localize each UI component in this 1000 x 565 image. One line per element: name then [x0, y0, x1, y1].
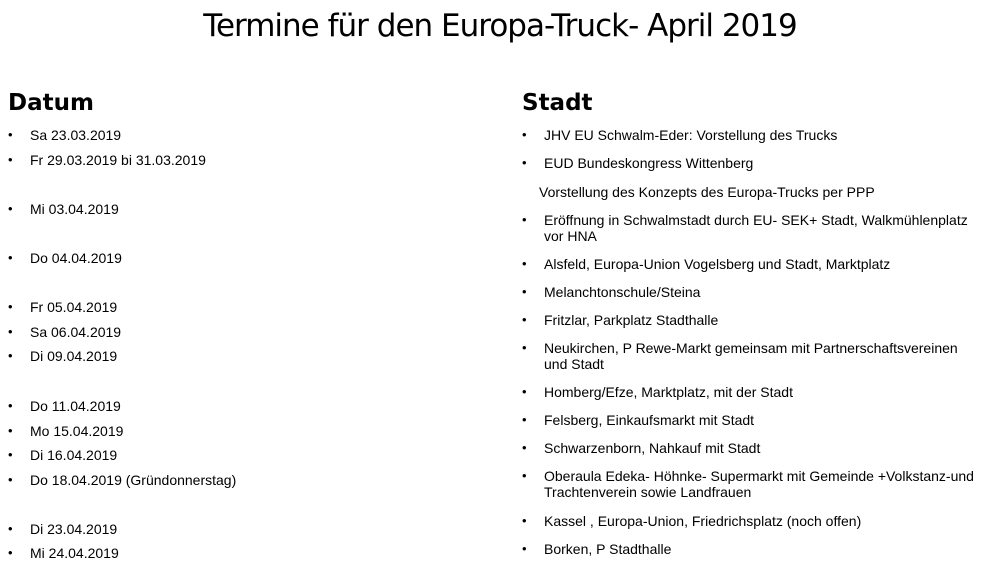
bullet-icon: •: [8, 348, 13, 363]
place-text: Eröffnung in Schwalmstadt durch EU- SEK+ Stadt, Walkmühlenplatz vor HNA: [544, 212, 968, 244]
place-text: Alsfeld, Europa-Union Vogelsberg und Stadt, Marktplatz: [544, 256, 891, 272]
date-text: Sa 23.03.2019: [30, 127, 122, 143]
place-text: Borken, P Stadthalle: [544, 541, 672, 557]
date-text: Do 11.04.2019: [30, 398, 121, 414]
place-text: Felsberg, Einkaufsmarkt mit Stadt: [544, 412, 755, 428]
date-text: Do 18.04.2019 (Gründonnerstag): [30, 472, 237, 488]
bullet-icon: •: [522, 384, 527, 399]
bullet-icon: •: [522, 127, 527, 142]
bullet-icon: •: [8, 423, 13, 438]
bullet-icon: •: [522, 468, 527, 483]
bullet-icon: •: [522, 212, 527, 227]
date-text: Di 23.04.2019: [30, 521, 118, 537]
date-text: Di 09.04.2019: [30, 348, 118, 364]
column-heading-stadt: Stadt: [522, 90, 593, 116]
bullet-icon: •: [522, 412, 527, 427]
bullet-icon: •: [522, 513, 527, 528]
bullet-icon: •: [522, 155, 527, 170]
bullet-icon: •: [522, 256, 527, 271]
date-text: Sa 06.04.2019: [30, 324, 122, 340]
date-text: Fr 29.03.2019 bi 31.03.2019: [30, 152, 206, 168]
bullet-icon: •: [8, 398, 13, 413]
bullet-icon: •: [8, 472, 13, 487]
bullet-icon: •: [522, 340, 527, 355]
bullet-icon: •: [8, 299, 13, 314]
bullet-icon: •: [522, 312, 527, 327]
place-text: Melanchtonschule/Steina: [544, 284, 701, 300]
bullet-icon: •: [522, 541, 527, 556]
bullet-icon: •: [8, 324, 13, 339]
place-text: JHV EU Schwalm-Eder: Vorstellung des Trucks: [544, 127, 838, 143]
bullet-icon: •: [522, 440, 527, 455]
bullet-icon: •: [8, 201, 13, 216]
date-text: Mi 24.04.2019: [30, 545, 119, 561]
page-title: Termine für den Europa-Truck- April 2019: [203, 8, 797, 44]
bullet-icon: •: [8, 545, 13, 560]
date-text: Do 04.04.2019: [30, 250, 122, 266]
bullet-icon: •: [8, 250, 13, 265]
place-text: EUD Bundeskongress Wittenberg: [544, 155, 754, 171]
note-text: Vorstellung des Konzepts des Europa-Trucks per PPP: [539, 184, 875, 200]
date-text: Fr 05.04.2019: [30, 299, 118, 315]
bullet-icon: •: [8, 521, 13, 536]
date-text: Mo 15.04.2019: [30, 423, 124, 439]
place-text: Fritzlar, Parkplatz Stadthalle: [544, 312, 719, 328]
place-text: Homberg/Efze, Marktplatz, mit der Stadt: [544, 384, 793, 400]
bullet-icon: •: [522, 284, 527, 299]
bullet-icon: •: [8, 127, 13, 142]
bullet-icon: •: [8, 447, 13, 462]
place-text: Kassel , Europa-Union, Friedrichsplatz (noch offen): [544, 513, 862, 529]
place-text: Oberaula Edeka- Höhnke- Supermarkt mit Gemeinde +Volkstanz-und Trachtenverein sowie Landfrauen: [544, 468, 974, 500]
column-heading-datum: Datum: [8, 90, 94, 116]
date-text: Mi 03.04.2019: [30, 201, 119, 217]
place-text: Neukirchen, P Rewe-Markt gemeinsam mit Partnerschaftsvereinen und Stadt: [544, 340, 958, 372]
bullet-icon: •: [8, 152, 13, 167]
date-text: Di 16.04.2019: [30, 447, 118, 463]
place-text: Schwarzenborn, Nahkauf mit Stadt: [544, 440, 761, 456]
